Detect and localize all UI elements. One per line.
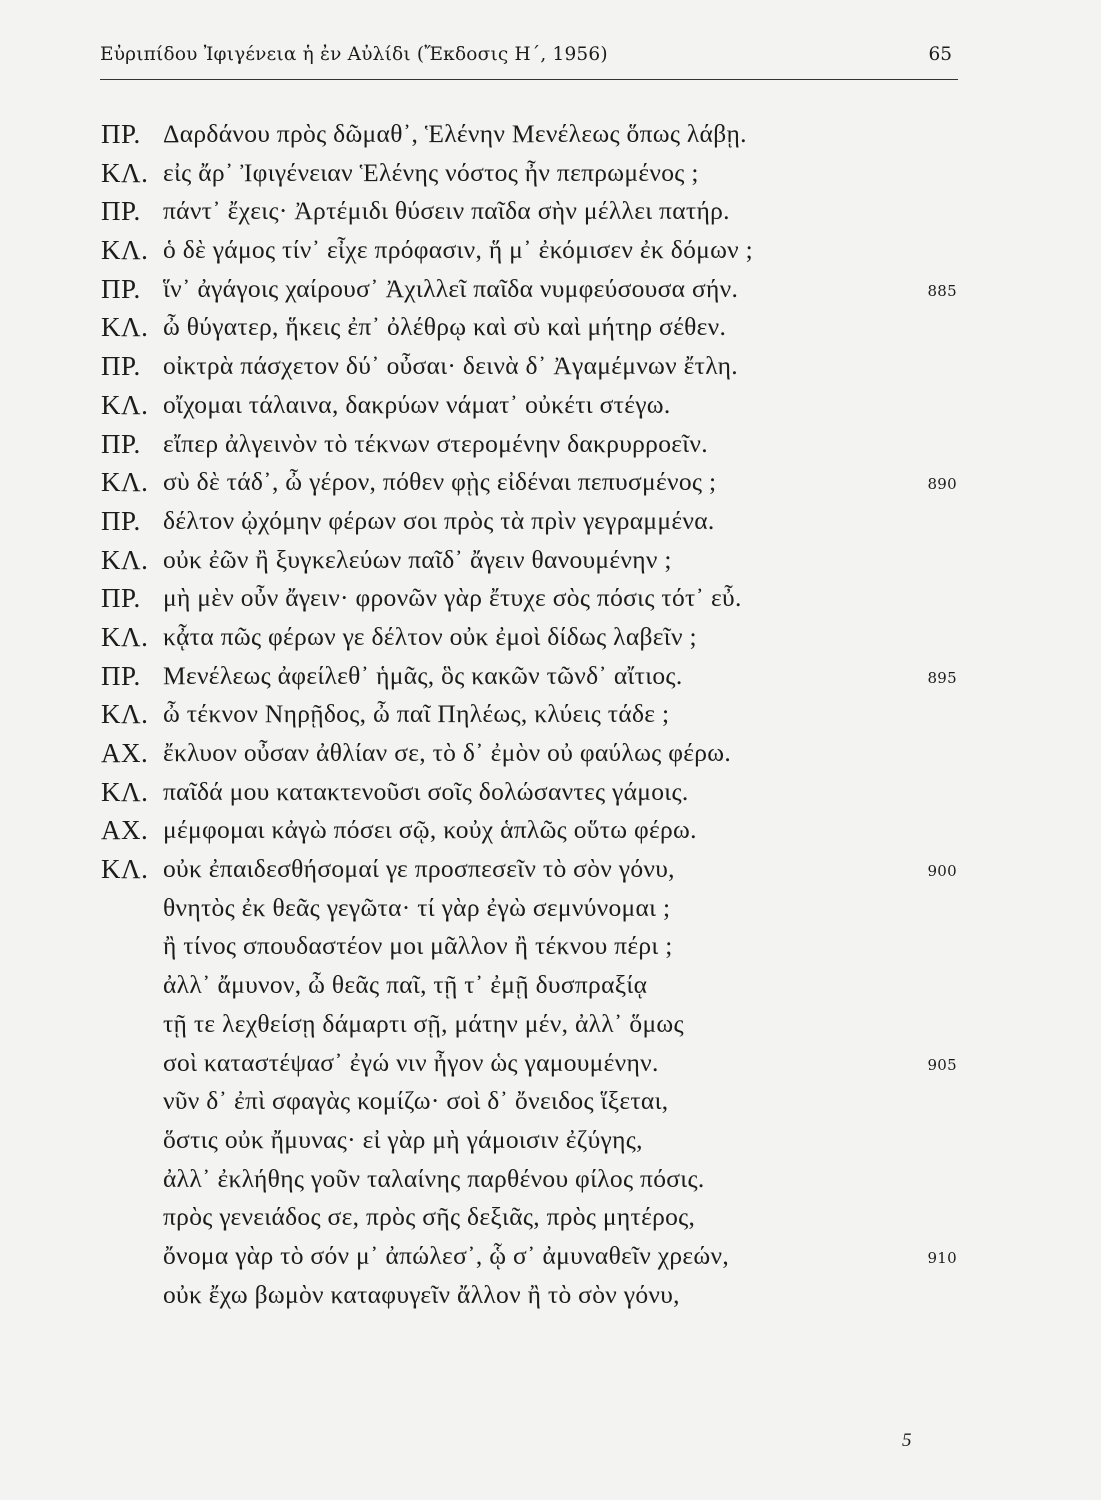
verse-line	[101, 192, 961, 231]
signature-mark: 5	[902, 1430, 912, 1451]
verse-line	[101, 773, 961, 812]
line-number: 900	[927, 862, 957, 881]
speaker-label: ΠΡ.	[101, 583, 141, 614]
verse-line	[101, 1044, 961, 1083]
verse-text: οὐκ ἐπαιδεσθήσομαί γε προσπεσεῖν τὸ σὸν γόνυ,	[163, 854, 675, 884]
speaker-label: ΠΡ.	[101, 273, 141, 304]
verse-text: οἴχομαι τάλαινα, δακρύων νάματ᾽ οὐκέτι στέγω.	[163, 389, 671, 419]
verse-text: Δαρδάνου πρὸς δῶμαθ᾽, Ἑλένην Μενέλεως ὅπως λάβῃ.	[163, 119, 747, 148]
verse-line	[101, 115, 961, 154]
verse-text: οἰκτρὰ πάσχετον δύ᾽ οὖσαι· δεινὰ δ᾽ Ἀγαμέμνων ἔτλη.	[163, 351, 738, 381]
verse-text: εἴπερ ἀλγεινὸν τὸ τέκνων στερομένην δακρυρροεῖν.	[163, 428, 708, 458]
verse-text: σοὶ καταστέψασ᾽ ἐγώ νιν ἦγον ὡς γαμουμένην.	[163, 1047, 659, 1077]
speaker-label: ΚΛ.	[101, 544, 149, 575]
speaker-label: ΚΛ.	[101, 621, 149, 652]
speaker-label: ΚΛ.	[101, 699, 149, 730]
verse-line	[101, 463, 961, 502]
speaker-label: ΚΛ.	[101, 235, 149, 266]
verse-text: οὐκ ἐῶν ἢ ξυγκελεύων παῖδ᾽ ἄγειν θανουμένην ;	[163, 544, 672, 574]
speaker-label: ΚΛ.	[101, 157, 149, 188]
verse-line	[101, 927, 961, 966]
verse-text: μὴ μὲν οὖν ἄγειν· φρονῶν γὰρ ἔτυχε σὸς πόσις τότ᾽ εὖ.	[163, 583, 742, 613]
verse-line	[101, 695, 961, 734]
speaker-label: ΠΡ.	[101, 505, 141, 536]
verse-line	[101, 889, 961, 928]
verse-line	[101, 657, 961, 696]
verse-text: ἢ τίνος σπουδαστέον μοι μᾶλλον ἢ τέκνου πέρι ;	[163, 931, 673, 961]
verse-text: οὐκ ἔχω βωμὸν καταφυγεῖν ἄλλον ἢ τὸ σὸν γόνυ,	[163, 1279, 680, 1309]
verse-line	[101, 502, 961, 541]
verse-line	[101, 1198, 961, 1237]
verse-line	[101, 850, 961, 889]
verse-line	[101, 966, 961, 1005]
verse-text: ἀλλ᾽ ἄμυνον, ὦ θεᾶς παῖ, τῇ τ᾽ ἐμῇ δυσπραξίᾳ	[163, 970, 648, 1000]
verse-line	[101, 579, 961, 618]
speaker-label: ΚΛ.	[101, 776, 149, 807]
verse-text: μέμφομαι κἀγὼ πόσει σῷ, κοὐχ ἁπλῶς οὕτω φέρω.	[163, 815, 697, 845]
speaker-label: ΚΛ.	[101, 312, 149, 343]
verse-text: ὁ δὲ γάμος τίν᾽ εἶχε πρόφασιν, ἥ μ᾽ ἐκόμισεν ἐκ δόμων ;	[163, 235, 754, 265]
verse-text: ἵν᾽ ἀγάγοις χαίρουσ᾽ Ἀχιλλεῖ παῖδα νυμφεύσουσα σήν.	[163, 273, 739, 303]
running-title: Εὐριπίδου Ἰφιγένεια ἡ ἐν Αὐλίδι (Ἔκδοσις Η΄, 1956)	[100, 44, 608, 65]
verse-text: ὦ τέκνον Νηρῇδος, ὦ παῖ Πηλέως, κλύεις τάδε ;	[163, 699, 670, 729]
verse-line	[101, 425, 961, 464]
speaker-label: ΚΛ.	[101, 389, 149, 420]
speaker-label: ΠΡ.	[101, 119, 141, 149]
verse-text: εἰς ἄρ᾽ Ἰφιγένειαν Ἑλένης νόστος ἦν πεπρωμένος ;	[163, 157, 699, 187]
verse-text: νῦν δ᾽ ἐπὶ σφαγὰς κομίζω· σοὶ δ᾽ ὄνειδος ἵξεται,	[163, 1086, 669, 1116]
verse-line	[101, 1276, 961, 1315]
page-number: 65	[928, 44, 952, 65]
verse-text: ὦ θύγατερ, ἥκεις ἐπ᾽ ὀλέθρῳ καὶ σὺ καὶ μήτηρ σέθεν.	[163, 312, 727, 342]
running-head	[100, 44, 958, 74]
verse-text: κᾆτα πῶς φέρων γε δέλτον οὐκ ἐμοὶ δίδως λαβεῖν ;	[163, 621, 697, 651]
speaker-label: ΠΡ.	[101, 351, 141, 382]
verse-text: ὄνομα γὰρ τὸ σόν μ᾽ ἀπώλεσ᾽, ᾧ σ᾽ ἀμυναθεῖν χρεών,	[163, 1240, 730, 1270]
verse-line	[101, 154, 961, 193]
verse-line	[101, 308, 961, 347]
verse-text: τῇ τε λεχθείσῃ δάμαρτι σῇ, μάτην μέν, ἀλλ᾽ ὅμως	[163, 1008, 684, 1038]
verse-text: ἔκλυον οὖσαν ἀθλίαν σε, τὸ δ᾽ ἐμὸν οὐ φαύλως φέρω.	[163, 738, 732, 767]
speaker-label: ΑΧ.	[101, 815, 149, 846]
verse-line	[101, 541, 961, 580]
speaker-label: ΚΛ.	[101, 854, 149, 885]
verse-line	[101, 734, 961, 773]
speaker-label: ΚΛ.	[101, 467, 149, 498]
line-number: 890	[927, 475, 957, 494]
line-number: 895	[927, 668, 957, 687]
line-number: 885	[927, 281, 957, 300]
verse-line	[101, 1121, 961, 1160]
header-rule	[100, 79, 958, 80]
speaker-label: ΠΡ.	[101, 428, 141, 459]
verse-line	[101, 811, 961, 850]
verse-text: πάντ᾽ ἔχεις· Ἀρτέμιδι θύσειν παῖδα σὴν μέλλει πατήρ.	[163, 196, 730, 226]
verse-block	[101, 115, 961, 1314]
verse-text: παῖδά μου κατακτενοῦσι σοῖς δολώσαντες γάμοις.	[163, 776, 689, 806]
line-number: 910	[927, 1248, 957, 1267]
verse-text: πρὸς γενειάδος σε, πρὸς σῆς δεξιᾶς, πρὸς μητέρος,	[163, 1202, 696, 1232]
verse-text: θνητὸς ἐκ θεᾶς γεγῶτα· τί γὰρ ἐγὼ σεμνύνομαι ;	[163, 892, 671, 922]
verse-line	[101, 618, 961, 657]
verse-text: σὺ δὲ τάδ᾽, ὦ γέρον, πόθεν φῂς εἰδέναι πεπυσμένος ;	[163, 467, 717, 497]
verse-line	[101, 1005, 961, 1044]
verse-line	[101, 231, 961, 270]
verse-line	[101, 1160, 961, 1199]
verse-text: ὅστις οὐκ ἤμυνας· εἰ γὰρ μὴ γάμοισιν ἐζύγης,	[163, 1124, 643, 1154]
line-number: 905	[927, 1055, 957, 1074]
verse-line	[101, 1237, 961, 1276]
verse-line	[101, 1082, 961, 1121]
speaker-label: ΠΡ.	[101, 196, 141, 227]
verse-text: Μενέλεως ἀφείλεθ᾽ ἡμᾶς, ὃς κακῶν τῶνδ᾽ αἴτιος.	[163, 660, 683, 690]
verse-text: δέλτον ᾠχόμην φέρων σοι πρὸς τὰ πρὶν γεγραμμένα.	[163, 505, 715, 535]
verse-line	[101, 270, 961, 309]
verse-line	[101, 347, 961, 386]
speaker-label: ΑΧ.	[101, 738, 149, 768]
speaker-label: ΠΡ.	[101, 660, 141, 691]
verse-line	[101, 386, 961, 425]
verse-text: ἀλλ᾽ ἐκλήθης γοῦν ταλαίνης παρθένου φίλος πόσις.	[163, 1163, 705, 1193]
